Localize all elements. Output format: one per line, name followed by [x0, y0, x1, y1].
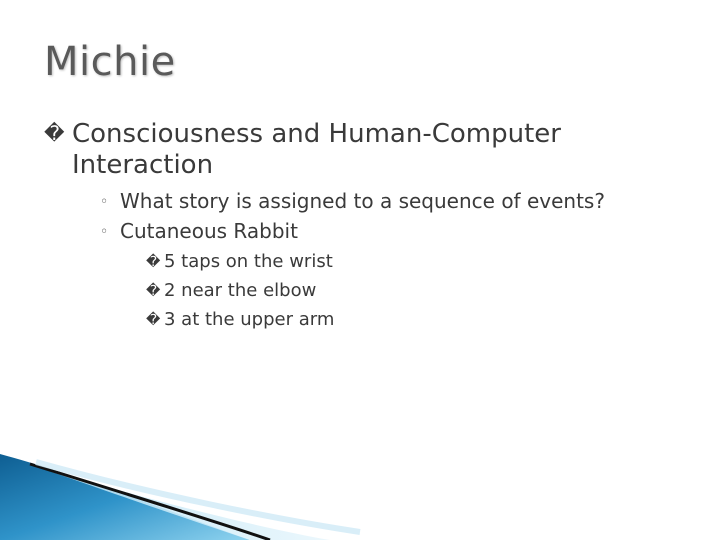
- bullet-text-line2: Interaction: [72, 150, 214, 180]
- sub-sub-bullet-upper-arm: [146, 309, 334, 331]
- sub-sub-bullet-elbow: [146, 280, 316, 302]
- sub-sub-bullet-text: 2 near the elbow: [164, 280, 317, 301]
- sub-sub-bullet-marker-icon: �: [146, 283, 161, 299]
- corner-wave-decoration: [0, 440, 720, 540]
- sub-bullet-story: [100, 188, 605, 215]
- bullet-text-line1: Consciousness and Human-Computer: [72, 119, 561, 149]
- sub-sub-bullet-wrist: [146, 251, 333, 273]
- bullet-item-consciousness: [44, 118, 664, 181]
- sub-sub-bullet-text: 3 at the upper arm: [164, 309, 335, 330]
- sub-bullet-text: What story is assigned to a sequence of events?: [120, 189, 605, 213]
- sub-bullet-marker-icon: ◦: [100, 224, 109, 240]
- sub-bullet-rabbit: [100, 218, 298, 245]
- sub-bullet-marker-icon: ◦: [100, 194, 109, 210]
- sub-sub-bullet-text: 5 taps on the wrist: [164, 251, 333, 272]
- slide-title: Michie: [44, 39, 176, 85]
- sub-sub-bullet-marker-icon: �: [146, 254, 161, 270]
- sub-bullet-text: Cutaneous Rabbit: [120, 219, 298, 243]
- sub-sub-bullet-marker-icon: �: [146, 312, 161, 328]
- bullet-marker-icon: �: [44, 121, 65, 145]
